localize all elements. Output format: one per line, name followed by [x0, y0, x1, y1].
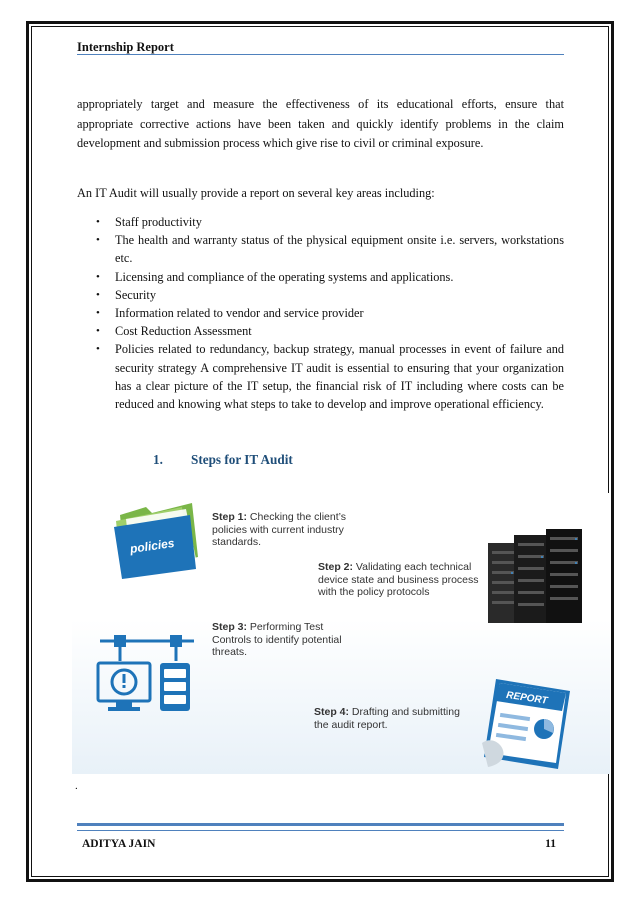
list-item: • Information related to vendor and service provider — [77, 304, 564, 322]
page-number: 11 — [545, 838, 556, 850]
step-3-text: Step 3: Performing Test Controls to identify potential threats. — [212, 621, 342, 658]
list-item: • Policies related to redundancy, backup strategy, manual processes in event of failure and security strategy A comprehensive IT audit is essential to ensuring that your organization has a clear picture of the IT setup, the financial risk of IT including where costs can be reduced and knowing what steps to take to develop and improve operational efficiency. — [96, 342, 564, 412]
header-rule — [77, 54, 564, 55]
network-warning-icon — [94, 631, 204, 719]
bullet-icon: • — [96, 307, 100, 320]
it-audit-steps-figure — [72, 493, 610, 774]
section-title: Steps for IT Audit — [191, 452, 293, 467]
report-document-icon — [478, 671, 578, 771]
footer-author: ADITYA JAIN — [82, 838, 156, 850]
policies-folder-icon — [112, 497, 204, 579]
bullet-icon: • — [96, 216, 100, 228]
bullet-icon: • — [96, 343, 100, 356]
step-1-text: Step 1: Checking the client’s policies with current industry standards. — [212, 511, 347, 548]
list-item: • The health and warranty status of the physical equipment onsite i.e. servers, workstations etc. — [96, 233, 564, 266]
list-item: • Staff productivity — [77, 213, 564, 231]
list-item: • Security — [77, 286, 564, 304]
continuation-paragraph: appropriately target and measure the effectiveness of its educational efforts, ensure that appropriate corrective actions have been taken and quickly identify problems in the claim development and submission process which give rise to civil or criminal exposure. — [77, 97, 564, 150]
bullet-icon: • — [96, 325, 100, 338]
list-item: • Cost Reduction Assessment — [77, 322, 564, 340]
footer-rule-thick — [77, 823, 564, 826]
list-item: • Licensing and compliance of the operating systems and applications. — [77, 268, 564, 286]
bullet-icon: • — [96, 288, 100, 301]
intro-paragraph: An IT Audit will usually provide a report on several key areas including: — [77, 186, 435, 200]
key-areas-list — [77, 213, 564, 413]
folder-label: policies — [129, 535, 176, 557]
trailing-mark: . — [75, 780, 78, 792]
bullet-icon: • — [96, 270, 100, 283]
server-racks-icon — [484, 527, 596, 627]
report-label: REPORT — [505, 689, 549, 707]
header-title: Internship Report — [77, 40, 174, 54]
footer-rule-thin — [77, 830, 564, 831]
step-2-text: Step 2: Validating each technical device state and business process with the policy protocols — [318, 561, 479, 598]
section-number: 1. — [153, 452, 163, 467]
step-4-text: Step 4: Drafting and submitting the audit report. — [314, 706, 460, 731]
bullet-icon: • — [96, 234, 100, 247]
section-heading — [153, 452, 293, 468]
